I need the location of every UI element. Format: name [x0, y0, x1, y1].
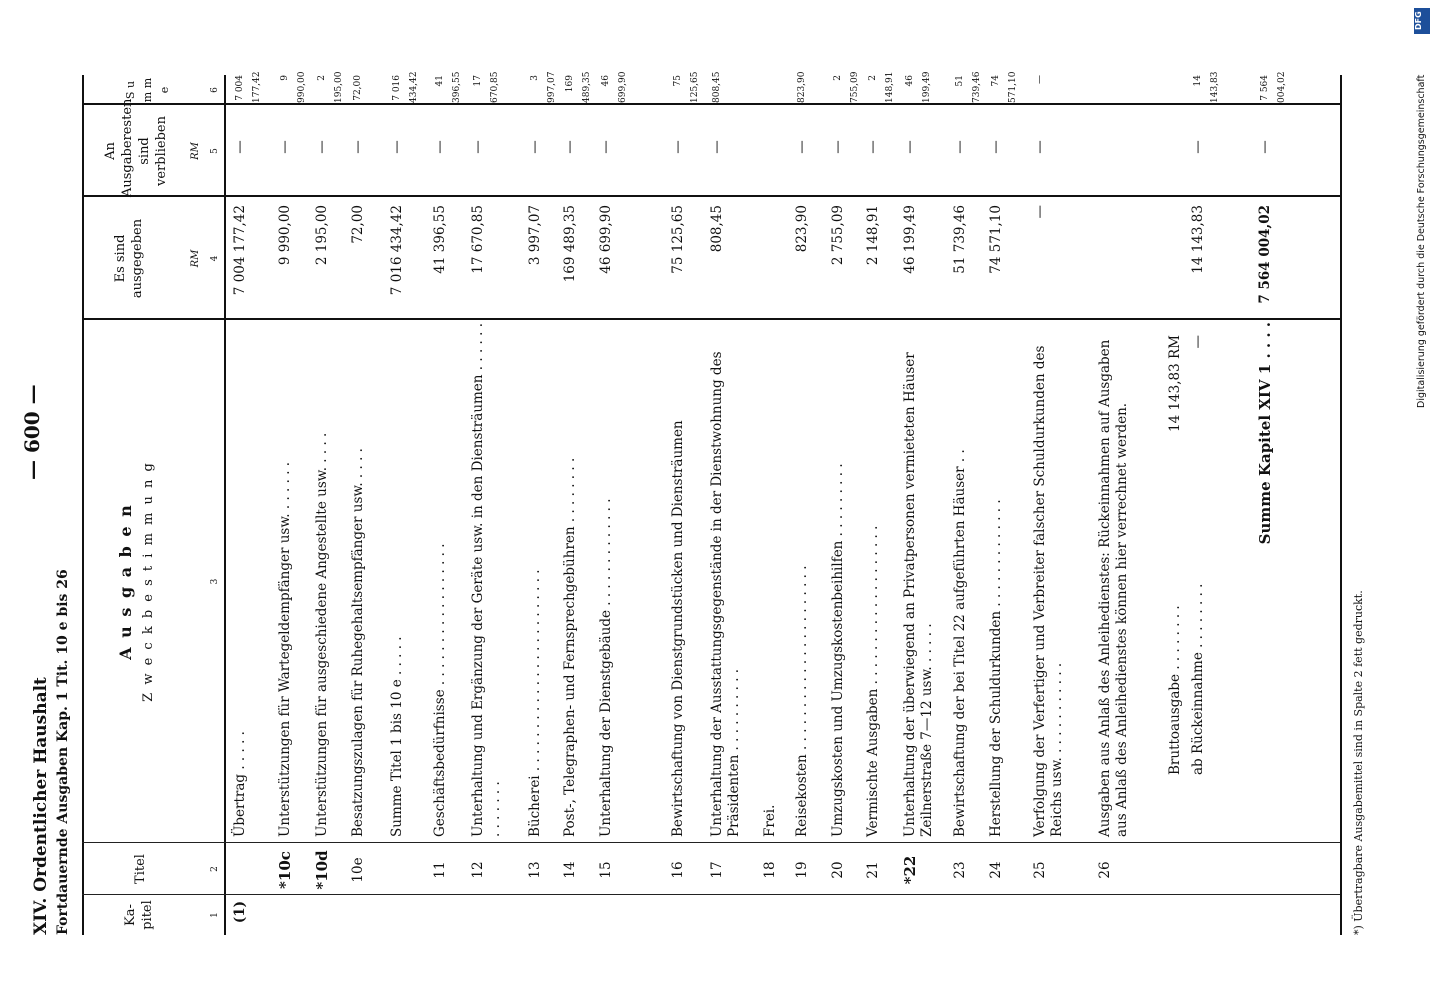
- row-verblieben: —: [598, 140, 614, 154]
- row-summe: —: [1035, 75, 1045, 84]
- header-zweck: Z w e c k b e s t i m m u n g: [141, 461, 156, 702]
- table-top-border: [82, 75, 84, 935]
- row-description: Bewirtschaftung von Dienstgrundstücken und Diensträumen: [670, 420, 686, 837]
- row-description: Post-, Telegraphen- und Fernsprechgebühren . . . . . . . .: [562, 457, 578, 837]
- row-ausgegeben: 51 739,46: [952, 205, 968, 274]
- row-summe: 75 125,65: [673, 71, 700, 103]
- table-bottom-border: [1340, 75, 1342, 935]
- total-label: Summe Kapitel XIV 1 . . . .: [1256, 322, 1274, 545]
- row-verblieben: —: [988, 140, 1004, 154]
- row-summe: 169 489,35: [565, 71, 592, 103]
- row-summe: 2 755,09: [833, 71, 860, 103]
- col-number-5: 5: [210, 148, 220, 154]
- row-description: Ausgaben aus Anlaß des Anleihedienstes: Rückeinnahmen auf Ausgaben aus Anlaß des Anleihedienstes können hier verrechnet werden.: [1097, 339, 1130, 837]
- row-description: Unterhaltung der überwiegend an Privatpersonen vermieteten Häuser Zeilnerstraße 7—12 usw. . . . . .: [902, 352, 935, 837]
- row-summe: 2 148,91: [868, 71, 895, 103]
- row-ausgegeben: 2 195,00: [314, 205, 330, 266]
- row-summe: 823,90: [797, 71, 807, 103]
- row-verblieben: —: [902, 140, 918, 154]
- col-divider-2: [82, 842, 1340, 843]
- row-ausgegeben: 41 396,55: [432, 205, 448, 274]
- total-summe: 7 564 004,02: [1260, 71, 1287, 103]
- header-line2: Fortdauernde Ausgaben Kap. 1 Tit. 10 e bis 26: [55, 569, 71, 935]
- col-number-2: 2: [210, 866, 220, 872]
- row-verblieben: —: [277, 140, 293, 154]
- row-summe: 9 990,00: [280, 71, 307, 103]
- row-verblieben: —: [314, 140, 330, 154]
- header-kapitel: Ka-pitel: [123, 900, 155, 930]
- row-ausgegeben: 7 004 177,42: [232, 205, 248, 296]
- row-summe: 2 195,00: [317, 71, 344, 103]
- row-titel: 16: [670, 861, 686, 879]
- row-ausgegeben: 7 016 434,42: [389, 205, 405, 296]
- row-description: Reisekosten . . . . . . . . . . . . . . . . . . . . . .: [794, 565, 810, 837]
- dfg-credit-text: Digitalisierung gefördert durch die Deutsche Forschungsgemeinschaft: [1416, 74, 1427, 408]
- row-verblieben: —: [865, 140, 881, 154]
- row-summe: 72,00: [353, 75, 363, 101]
- row-description: Frei.: [762, 804, 778, 837]
- row-summe: 46 699,90: [601, 71, 628, 103]
- dfg-logo: DFG: [1414, 8, 1430, 34]
- footnote: *) Übertragbare Ausgabemittel sind in Spalte 2 fett gedruckt.: [1352, 590, 1365, 935]
- budget-table: [82, 71, 1340, 935]
- row-kapitel: (1): [232, 900, 248, 924]
- row-titel: *10c: [276, 851, 294, 889]
- row-verblieben: —: [830, 140, 846, 154]
- row-verblieben: —: [562, 140, 578, 154]
- row-description: Unterhaltung und Ergänzung der Geräte usw. in den Diensträumen . . . . . . . . . . . . .: [470, 323, 503, 837]
- page-header: [30, 569, 74, 935]
- row-summe: 17 670,85: [473, 71, 500, 103]
- row-verblieben: —: [709, 140, 725, 154]
- row-description: Umzugskosten und Umzugskostenbeihilfen . . . . . . . . .: [830, 463, 846, 837]
- col-divider-3: [82, 318, 1340, 320]
- row-ausgegeben: 74 571,10: [988, 205, 1004, 274]
- row26-ausgegeben: 14 143,83: [1190, 205, 1206, 274]
- row-titel: 17: [709, 861, 725, 879]
- col-number-4: 4: [210, 255, 220, 262]
- brutto-label: Bruttoausgabe . . . . . . . .: [1167, 605, 1183, 775]
- total-verblieben: —: [1257, 140, 1273, 154]
- row-titel: 14: [562, 861, 578, 879]
- header-bottom-border: [224, 75, 226, 935]
- row-titel: 24: [988, 861, 1004, 879]
- row-titel: *10d: [313, 850, 331, 890]
- row-summe: 7 016 434,42: [392, 71, 419, 103]
- row-titel: 15: [598, 861, 614, 879]
- row-verblieben: —: [432, 140, 448, 154]
- row-description: Besatzungszulagen für Ruhegehaltsempfänger usw. . . . .: [350, 448, 366, 837]
- dfg-credit: [1416, 8, 1430, 1000]
- header-ausgaben: A u s g a b e n: [116, 503, 135, 660]
- row-description: Herstellung der Schuldurkunden . . . . . . . . . . . . .: [988, 499, 1004, 837]
- row26-summe: 14 143,83: [1193, 71, 1220, 103]
- row-verblieben: —: [794, 140, 810, 154]
- brutto-value: 14 143,83 RM: [1167, 335, 1183, 432]
- row-ausgegeben: 2 755,09: [830, 205, 846, 266]
- row-titel: 11: [432, 861, 448, 879]
- row-ausgegeben: 9 990,00: [277, 205, 293, 266]
- row-summe: 51 739,46: [955, 71, 982, 103]
- header-line1: XIV. Ordentlicher Haushalt: [31, 677, 51, 935]
- row-description: Summe Titel 1 bis 10 e . . . . .: [389, 636, 405, 837]
- row-ausgegeben: 46 699,90: [598, 205, 614, 274]
- col-divider-4: [82, 195, 1340, 197]
- header-verblieben: An Ausgaberesten sind verblieben: [103, 98, 169, 197]
- row-description: Unterhaltung der Dienstgebäude . . . . . . . . . . . . .: [598, 498, 614, 837]
- row-titel: 26: [1097, 861, 1113, 879]
- page-number: — 600 —: [20, 384, 44, 480]
- row-summe: 7 004 177,42: [235, 71, 262, 103]
- row-titel: *22: [901, 855, 919, 885]
- row-verblieben: —: [350, 140, 366, 154]
- col-number-1: 1: [210, 912, 220, 918]
- rueckeinnahme-label: ab Rückeinnahme . . . . . . . .: [1190, 583, 1206, 775]
- row-summe: 3 997,07: [530, 71, 557, 103]
- row-description: Bücherei . . . . . . . . . . . . . . . . . . . . . . . .: [527, 569, 543, 837]
- row-titel: 13: [527, 861, 543, 879]
- row-description: Unterstützungen für ausgeschiedene Angestellte usw. . . . .: [314, 432, 330, 837]
- row-ausgegeben: 2 148,91: [865, 205, 881, 266]
- row-titel: 12: [470, 861, 486, 879]
- row-description: Geschäftsbedürfnisse . . . . . . . . . . . . . . . . .: [432, 543, 448, 837]
- row-verblieben: —: [527, 140, 543, 154]
- row-ausgegeben: 808,45: [709, 205, 725, 253]
- row-description: Übertrag . . . . .: [232, 731, 248, 837]
- row-description: Unterhaltung der Ausstattungsgegenstände in der Dienstwohnung des Präsidenten . . . . . . . . . .: [709, 351, 742, 837]
- row-description: Verfolgung der Verfertiger und Verbreiter falscher Schuldurkunden des Reichs usw. . . . . . . . . . . .: [1032, 345, 1065, 837]
- row-verblieben: —: [470, 140, 486, 154]
- row-ausgegeben: 17 670,85: [470, 205, 486, 274]
- row-verblieben: —: [952, 140, 968, 154]
- row-ausgegeben: 75 125,65: [670, 205, 686, 274]
- row-verblieben: —: [389, 140, 405, 154]
- row-summe: 808,45: [712, 71, 722, 103]
- row-description: Vermischte Ausgaben . . . . . . . . . . . . . . . . . . .: [865, 525, 881, 837]
- row-titel: 21: [865, 861, 881, 879]
- row-summe: 41 396,55: [435, 71, 462, 103]
- row-summe: 46 199,49: [905, 71, 932, 103]
- row-titel: 20: [830, 861, 846, 879]
- header-titel: Titel: [133, 854, 148, 884]
- row-ausgegeben: 3 997,07: [527, 205, 543, 266]
- unit-label-4: RM: [190, 249, 201, 268]
- row-titel: 19: [794, 861, 810, 879]
- row-ausgegeben: 72,00: [350, 205, 366, 244]
- header-ausgegeben: Es sind ausgegeben: [113, 218, 145, 299]
- row-titel: 10e: [350, 857, 366, 883]
- row-ausgegeben: 46 199,49: [902, 205, 918, 274]
- row-verblieben: —: [670, 140, 686, 154]
- row-ausgegeben: —: [1032, 205, 1048, 219]
- row-verblieben: —: [1032, 140, 1048, 154]
- total-ausgegeben: 7 564 004,02: [1257, 205, 1273, 304]
- unit-label-5: RM: [190, 142, 201, 160]
- row-titel: 23: [952, 861, 968, 879]
- row-description: Unterstützungen für Wartegeldempfänger usw. . . . . . .: [277, 461, 293, 837]
- col-number-3: 3: [210, 578, 220, 585]
- row-description: Bewirtschaftung der bei Titel 22 aufgeführten Häuser . .: [952, 449, 968, 837]
- row-ausgegeben: 823,90: [794, 205, 810, 253]
- col-divider-1: [82, 894, 1340, 895]
- row-ausgegeben: 169 489,35: [562, 205, 578, 283]
- row26-verblieben: —: [1190, 140, 1206, 154]
- row-summe: 74 571,10: [991, 71, 1018, 103]
- header-summe: S u m m e: [124, 77, 171, 103]
- row-titel: 18: [762, 861, 778, 879]
- rueckeinnahme-value: —: [1190, 335, 1206, 349]
- row-verblieben: —: [232, 140, 248, 154]
- col-number-6: 6: [210, 87, 220, 93]
- row-titel: 25: [1032, 861, 1048, 879]
